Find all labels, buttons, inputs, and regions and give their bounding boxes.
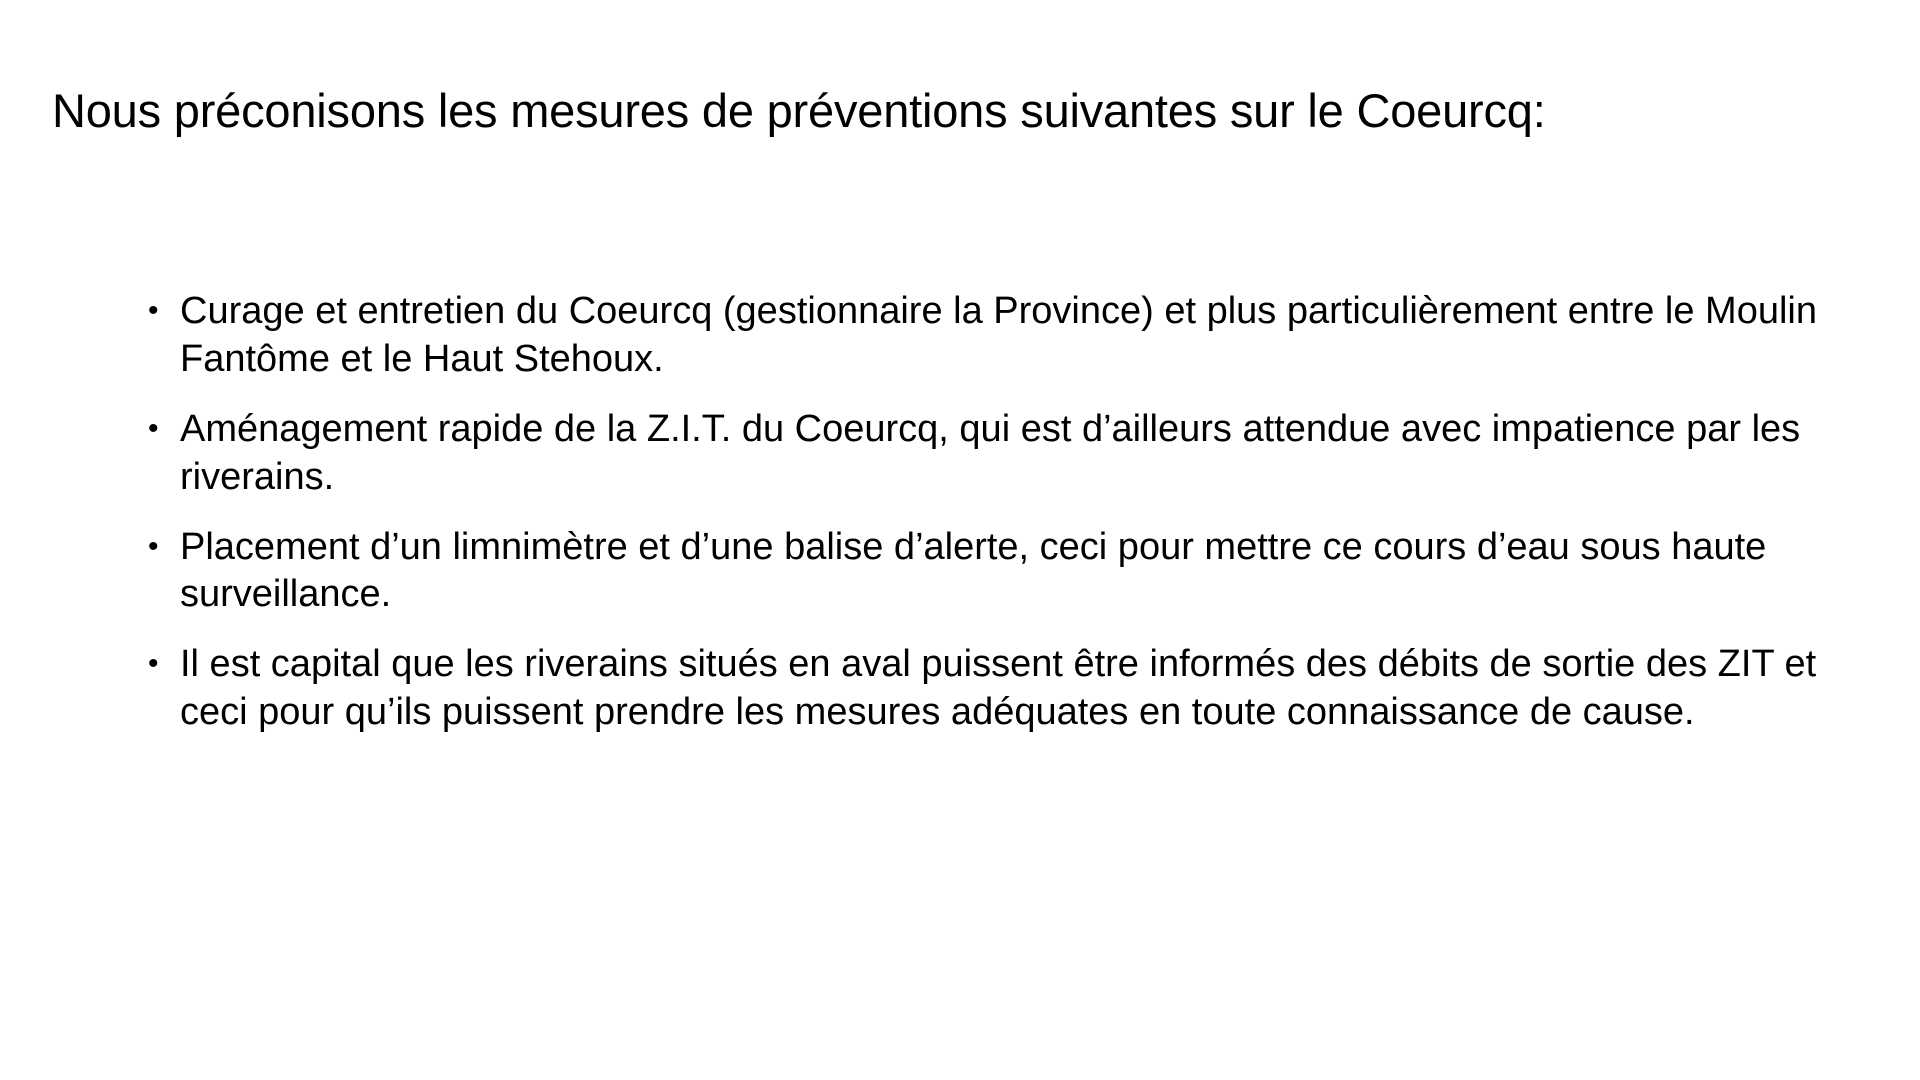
bullet-icon: • <box>148 647 159 681</box>
bullet-list <box>140 288 1830 737</box>
bullet-icon: • <box>148 529 159 563</box>
list-item-text: Il est capital que les riverains situés en aval puissent être informés des débits de sortie des ZIT et ceci pour qu’ils puissent prendre les mesures adéquates en toute connaissance de cause. <box>180 643 1817 734</box>
list-item-text: Placement d’un limnimètre et d’une balise d’alerte, ceci pour mettre ce cours d’eau sous haute surveillance. <box>180 525 1767 616</box>
list-item <box>140 288 1830 384</box>
bullet-icon: • <box>148 411 159 445</box>
list-item-text: Aménagement rapide de la Z.I.T. du Coeurcq, qui est d’ailleurs attendue avec impatience par les riverains. <box>180 407 1801 498</box>
list-item <box>140 641 1830 737</box>
list-item-text: Curage et entretien du Coeurcq (gestionnaire la Province) et plus particulièrement entre le Moulin Fantôme et le Haut Stehoux. <box>180 290 1817 380</box>
bullet-icon: • <box>148 294 159 327</box>
list-item <box>140 524 1830 620</box>
page-title: Nous préconisons les mesures de préventions suivantes sur le Coeurcq: <box>52 84 1546 137</box>
list-item <box>140 406 1830 502</box>
